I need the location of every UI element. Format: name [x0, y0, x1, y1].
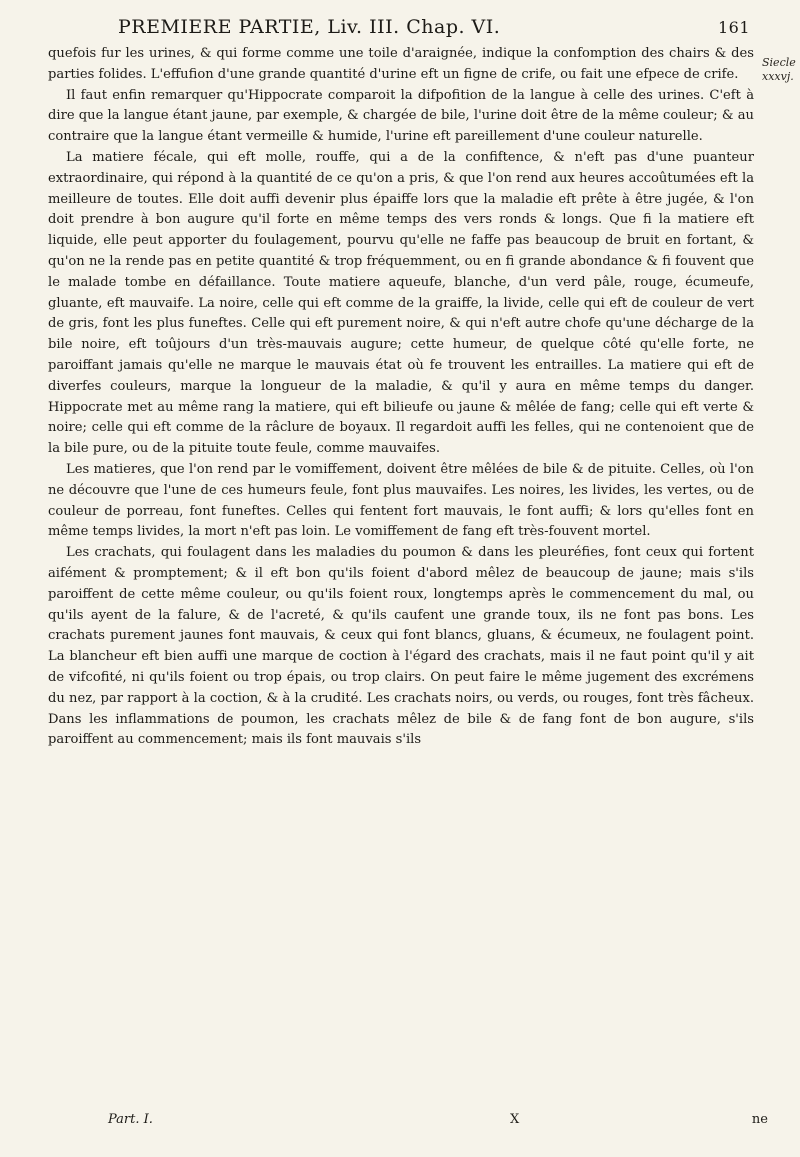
- body-text: [48, 44, 754, 1104]
- running-title: PREMIERE PARTIE, Liv. III. Chap. VI.: [118, 16, 501, 38]
- paragraph: Les crachats, qui foulagent dans les maladies du poumon & dans les pleuréfies, font ceux qui fortent aifément & promptement; & il eft bon qu'ils foient d'abord mêlez de beaucoup de jaune; mais s'ils paroiffent de cette même couleur, ou qu'ils foient roux, longtemps après le commencement du mal, ou qu'ils ayent de la falure, & de l'acreté, & qu'ils caufent une grande toux, ils ne font pas bons. Les crachats purement jaunes font mauvais, & ceux qui font blancs, gluans, & écumeux, ne foulagent point. La blancheur eft bien auffi une marque de coction à l'égard des crachats, mais il ne faut point qu'il y ait de vifcofité, ni qu'ils foient ou trop épais, ou trop clairs. On peut faire le même jugement des excrémens du nez, par rapport à la coction, & à la crudité. Les crachats noirs, ou verds, ou rouges, font très fâcheux. Dans les inflammations de poumon, les crachats mêlez de bile & de fang font de bon augure, s'ils paroiffent au commencement; mais ils font mauvais s'ils: [48, 545, 754, 748]
- page-number: 161: [717, 18, 750, 37]
- paragraph: Il faut enfin remarquer qu'Hippocrate comparoit la difpofition de la langue à celle des urines. C'eft à dire que la langue étant jaune, par exemple, & chargée de bile, l'urine doit être de la même couleur; & au contraire que la langue étant vermeille & humide, l'urine eft pareillement d'une couleur naturelle.: [48, 87, 754, 145]
- catchword: ne: [751, 1112, 768, 1127]
- footer-part-label: Part. I.: [108, 1112, 153, 1127]
- page-footer: [108, 1112, 768, 1136]
- signature-mark: X: [510, 1112, 520, 1127]
- running-header: [118, 16, 750, 42]
- margin-note: Siecle xxxvj.: [762, 56, 796, 83]
- paragraph: Les matieres, que l'on rend par le vomiffement, doivent être mêlées de bile & de pituite. Celles, où l'on ne découvre que l'une de ces humeurs feule, font plus mauvaifes. Les noires, les livides, les vertes, ou de couleur de porreau, font funeftes. Celles qui fentent fort mauvais, le font auffi; & lors qu'elles font en même temps livides, la mort n'eft pas loin. Le vomiffement de fang eft très-fouvent mortel.: [48, 461, 754, 540]
- paragraph: quefois fur les urines, & qui forme comme une toile d'araignée, indique la confomption des chairs & des parties folides. L'effufion d'une grande quantité d'urine eft un figne de crife, ou fait une efpece de crife.: [48, 46, 754, 82]
- paragraph: La matiere fécale, qui eft molle, rouffe, qui a de la confiftence, & n'eft pas d'une puanteur extraordinaire, qui répond à la quantité de ce qu'on a pris, & que l'on rend aux heures accoûtumées eft la meilleure de toutes. Elle doit auffi devenir plus épaiffe lors que la maladie eft prête à être jugée, & l'on doit prendre à bon augure qu'il forte en même temps des vers ronds & longs. Que fi la matiere eft liquide, elle peut apporter du foulagement, pourvu qu'elle ne faffe pas beaucoup de bruit en fortant, & qu'on ne la rende pas en petite quantité & trop fréquemment, ou en fi grande abondance & fi fouvent que le malade tombe en défaillance. Toute matiere aqueufe, blanche, d'un verd pâle, rouge, écumeufe, gluante, eft mauvaife. La noire, celle qui eft comme de la graiffe, la livide, celle qui eft de couleur de vert de gris, font les plus funeftes. Celle qui eft purement noire, & qui n'eft autre chofe qu'une décharge de la bile noire, eft toûjours d'un très-mauvais augure; cette humeur, de quelque côté qu'elle forte, ne paroiffant jamais qu'elle ne marque le mauvais état où fe trouvent les entrailles. La matiere qui eft de diverfes couleurs, marque la longueur de la maladie, & qu'il y aura en même temps du danger. Hippocrate met au même rang la matiere, qui eft bilieufe ou jaune & mêlée de fang; celle qui eft verte & noire; celle qui eft comme de la râclure de boyaux. Il regardoit auffi les felles, qui ne contenoient que de la bile pure, ou de la pituite toute feule, comme mauvaifes.: [48, 149, 754, 457]
